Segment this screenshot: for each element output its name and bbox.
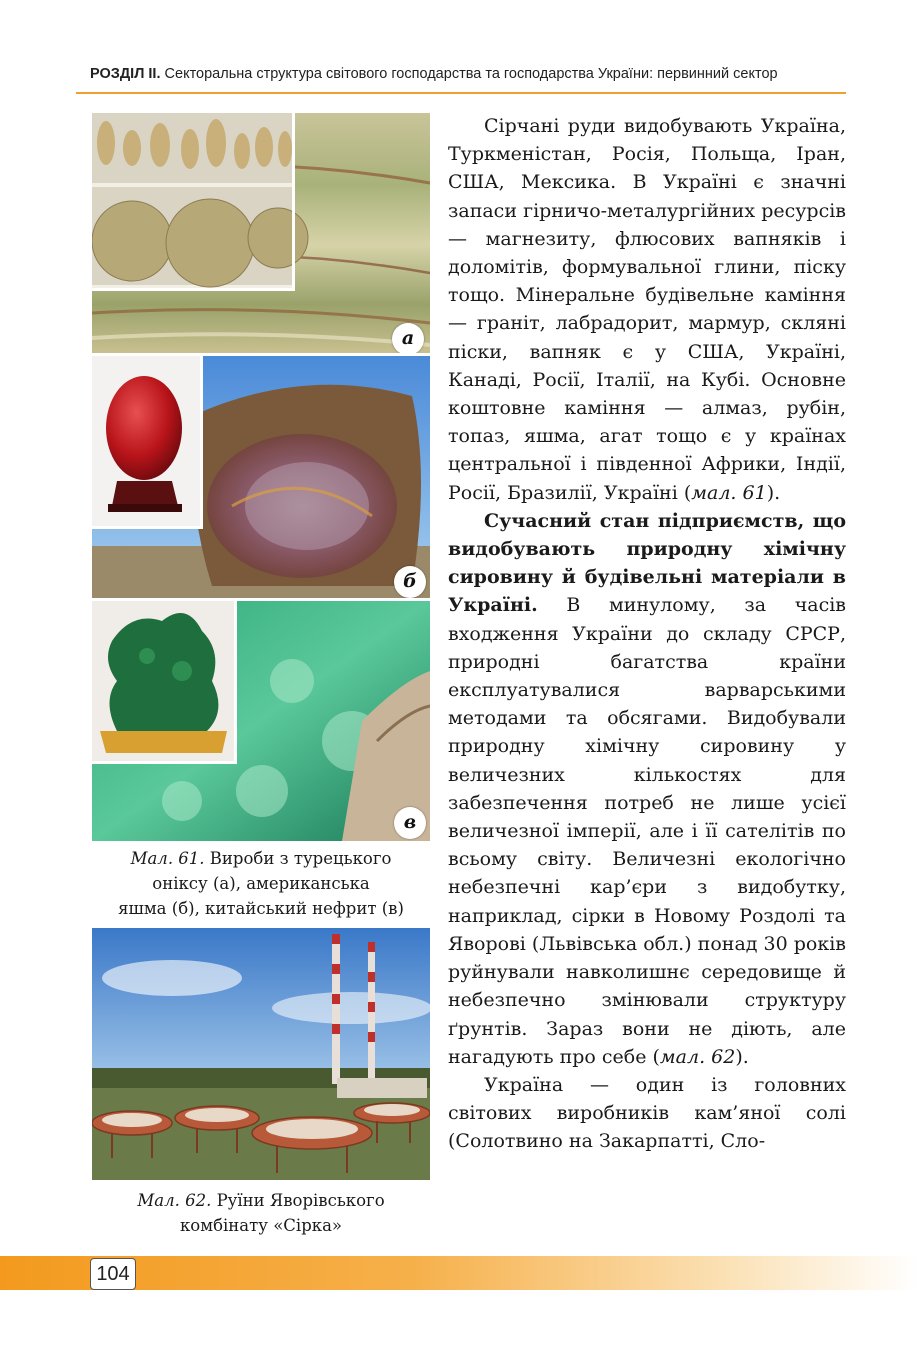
figure-61-reference: мал. 61: [691, 481, 767, 504]
figure-62-caption: [92, 1188, 430, 1238]
jasper-image: [92, 356, 430, 598]
paragraph-sulfur-ores: [448, 112, 846, 507]
photo-jasper: [92, 356, 430, 598]
figure-62-caption-line-2: комбінату «Сірка»: [179, 1216, 342, 1235]
page-number: 104: [90, 1258, 136, 1290]
photo-factory-ruins: [92, 928, 430, 1180]
figure-61-label: Мал. 61.: [130, 849, 205, 868]
photo-onyx: [92, 113, 430, 353]
figure-61-caption: [92, 846, 430, 921]
onyx-image: [92, 113, 430, 353]
section-label: РОЗДІЛ ІІ.: [90, 66, 161, 82]
main-text-column: [448, 112, 846, 1156]
photo-jade: [92, 601, 430, 841]
running-header: [90, 66, 850, 88]
figure-62-label: Мал. 62.: [137, 1191, 212, 1210]
paragraph-2-text: В минулому, за часів входження України до складу СРСР, природні багатства країни експлуатувалися варварськими методами та обсягами. Видобували природну хімічну сировину у величезних кількостях для забезпечення потреб не лише усієї величезної імперії, але і її сателітів по всьому світу. Величезні екологічно небезпечні кар’єри з видобутку, наприклад, сірки в Новому Роздолі та Яворові (Львівська обл.) понад 30 років руйнували навколишнє середовище й небезпечно змінювали структуру ґрунтів. Зараз вони не діють, але нагадують про себе (: [448, 594, 846, 1068]
paragraph-salt: Україна — один із головних світових виробників кам’яної солі (Солотвино на Закарпатті, Сло-: [448, 1073, 846, 1153]
figure-letter-b: б: [394, 566, 426, 598]
figure-61-caption-line-3: яшма (б), китайський нефрит (в): [118, 899, 404, 918]
figure-letter-a: а: [392, 323, 424, 353]
paragraph-1-text: Сірчані руди видобувають Україна, Туркменістан, Росія, Польща, Іран, США, Мексика. В Україні є значні запаси гірничо-металургійних ресурсів — магнезиту, флюсових вапняків і доломітів, формувальної глини, піску тощо. Мінеральне будівельне каміння — граніт, лабрадорит, мармур, скляні піски, вапняк є у США, Україні, Канаді, Росії, Італії, на Кубі. Основне коштовне каміння — алмаз, рубін, топаз, яшма, агат тощо є у країнах центральної і південної Африки, Індії, Росії, Бразилії, Україні (: [448, 115, 846, 504]
jade-image: [92, 601, 430, 841]
paragraph-1-end: ).: [766, 481, 781, 504]
figure-62-reference: мал. 62: [659, 1045, 736, 1068]
paragraph-2-heading: Сучасний стан підприємств, що видобувають природну хімічну сировину й будівельні матеріали в Україні.: [448, 509, 846, 617]
header-rule: [76, 92, 846, 94]
figure-letter-v: в: [394, 807, 426, 839]
section-title: Секторальна структура світового господарства та господарства України: первинний сектор: [164, 66, 778, 82]
paragraph-current-state: [448, 507, 846, 1071]
factory-image: [92, 928, 430, 1180]
paragraph-2-end: ).: [735, 1045, 749, 1068]
figure-62-caption-line-1: Руїни Яворівського: [216, 1191, 385, 1210]
figure-61-caption-line-1: Вироби з турецького: [209, 849, 392, 868]
figure-61-caption-line-2: оніксу (а), американська: [152, 874, 370, 893]
footer-bar: [0, 1256, 918, 1290]
